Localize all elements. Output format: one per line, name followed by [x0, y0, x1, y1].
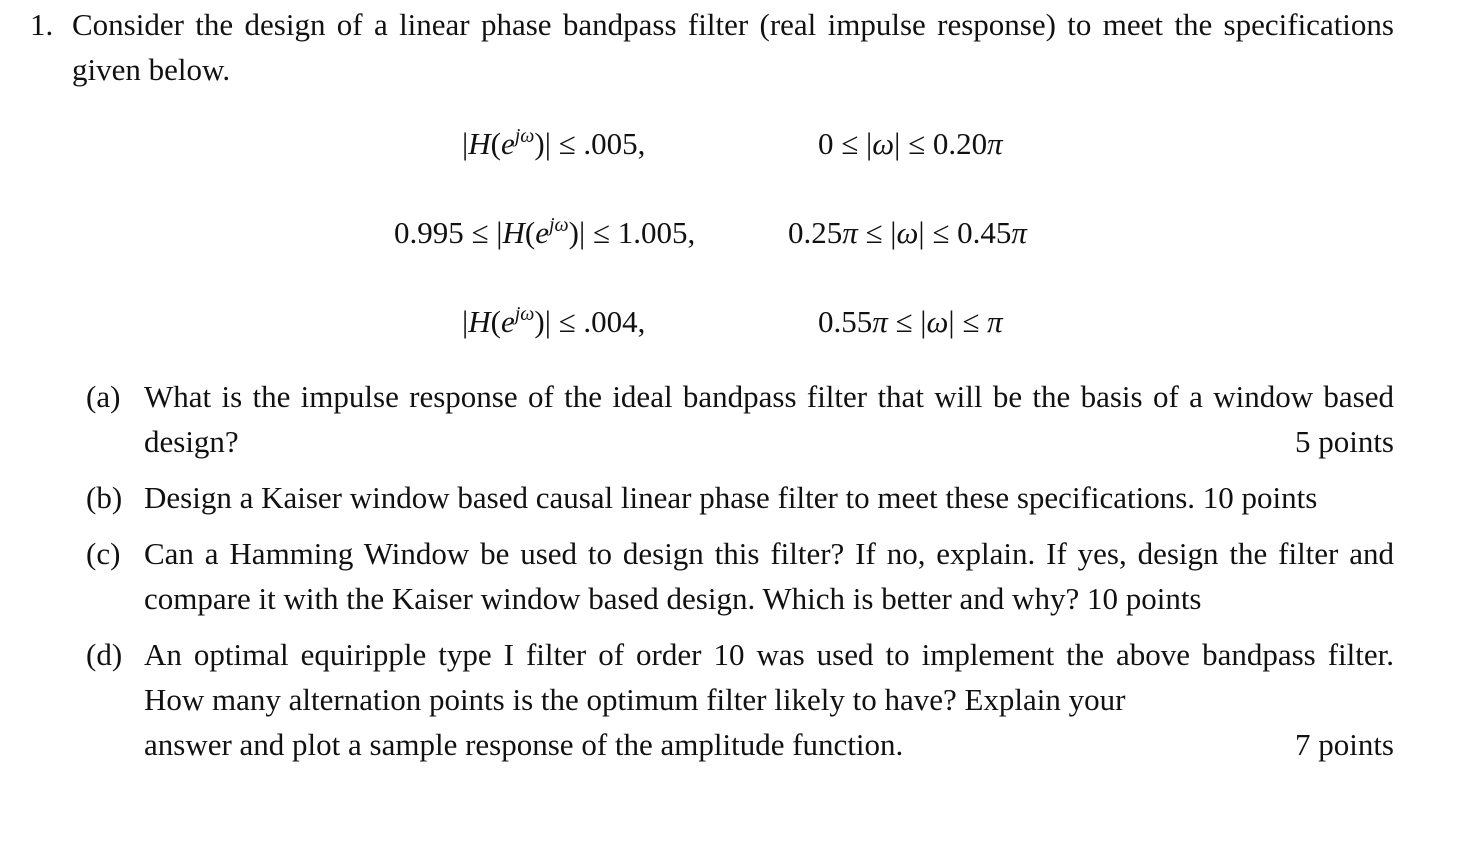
part-a-text: What is the impulse response of the ideal bandpass filter that will be the basis of a window based design?	[144, 379, 1394, 459]
part-d-last-line	[144, 722, 1394, 767]
part-b-label: (b)	[86, 480, 123, 515]
problem-statement	[30, 2, 1394, 92]
part-d	[86, 632, 1394, 767]
problem-1	[30, 2, 1394, 92]
part-c	[86, 531, 1394, 621]
spec-3-range: 0.55π ≤ |ω| ≤ π	[818, 304, 1003, 339]
part-c-label: (c)	[86, 536, 121, 571]
part-b	[86, 475, 1394, 520]
spec-2-magnitude: $0.995 \le |H(e^{j\omega})| \le 1.005$,	[394, 214, 696, 250]
spec-3-magnitude: $|H(e^{j\omega})| \le .004$,	[462, 303, 646, 339]
problem-number: 1.	[30, 7, 54, 42]
part-d-points: 7 points	[1294, 727, 1394, 762]
spec-1-range: 0 ≤ |ω| ≤ 0.20π	[818, 126, 1003, 161]
part-d-text-end: answer and plot a sample response of the amplitude function.	[144, 727, 904, 762]
part-a	[86, 374, 1394, 464]
part-a-points: 5 points	[1294, 424, 1394, 459]
spec-1-magnitude: $|H(e^{j\omega})| \le .005$,	[462, 125, 646, 161]
part-c-text: Can a Hamming Window be used to design this filter? If no, explain. If yes, design the filter and compare it with the Kaiser window based design. Which is better and why? 10 points	[144, 536, 1394, 616]
part-d-label: (d)	[86, 637, 123, 672]
problem-intro: Consider the design of a linear phase bandpass filter (real impulse response) to meet the specifications given below.	[72, 7, 1394, 87]
part-b-text: Design a Kaiser window based causal linear phase filter to meet these specifications. 10 points	[144, 480, 1318, 515]
spec-2-range: 0.25π ≤ |ω| ≤ 0.45π	[788, 215, 1027, 250]
sub-questions	[86, 374, 1394, 767]
part-a-label: (a)	[86, 379, 121, 414]
part-d-text: An optimal equiripple type I filter of order 10 was used to implement the above bandpass filter. How many alternation points is the optimum filter likely to have? Explain your	[144, 637, 1394, 717]
